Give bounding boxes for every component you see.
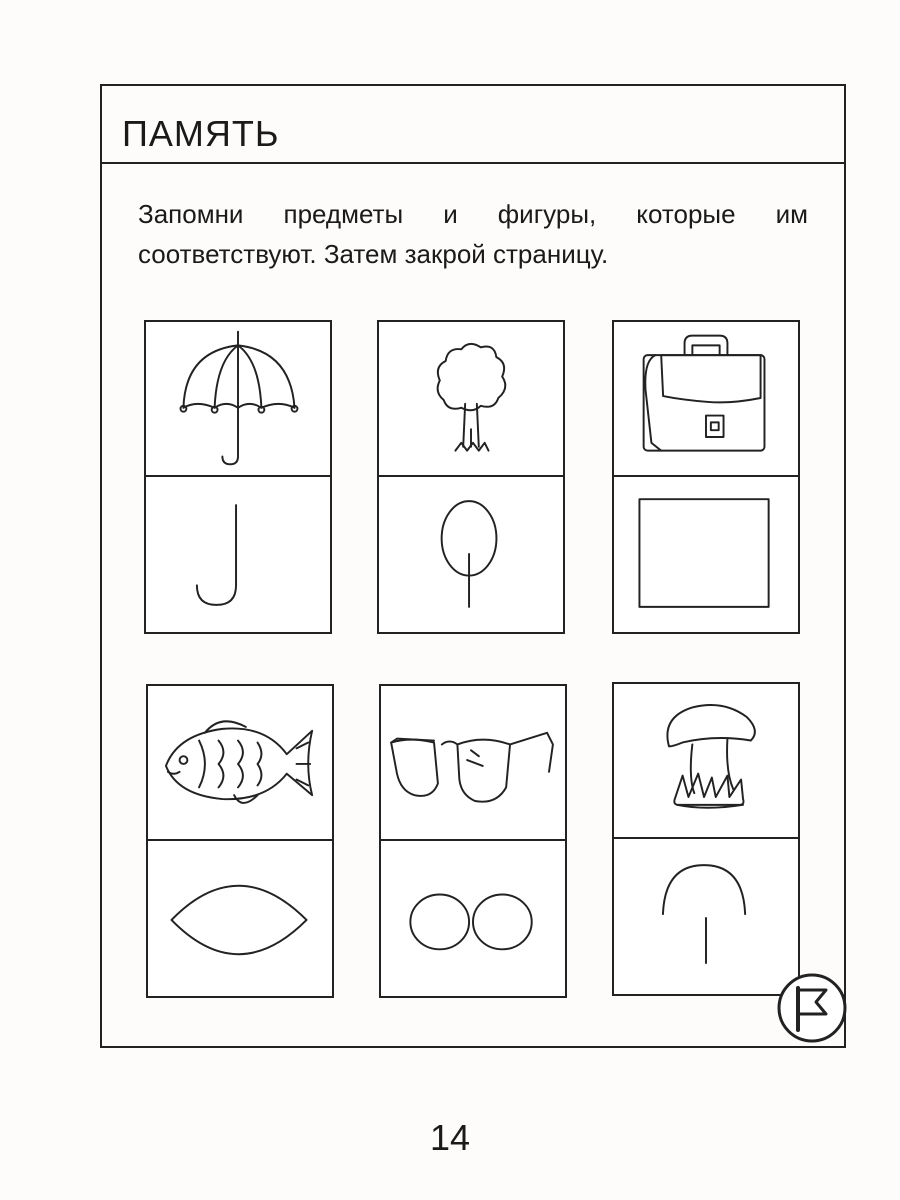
card-glasses	[379, 684, 567, 998]
square-shape	[614, 477, 798, 632]
object-cell	[379, 322, 563, 477]
object-cell	[614, 322, 798, 477]
fish-icon	[148, 686, 332, 839]
card-mushroom	[612, 682, 800, 996]
object-cell	[381, 686, 565, 841]
object-cell	[614, 684, 798, 839]
tree-icon	[379, 322, 563, 475]
object-cell	[148, 686, 332, 841]
mushroom-icon	[614, 684, 798, 837]
two-circles-shape	[381, 841, 565, 996]
shape-cell	[614, 477, 798, 632]
page-title: ПАМЯТЬ	[122, 113, 280, 154]
flag-icon	[776, 972, 848, 1044]
oval-on-stick-shape	[379, 477, 563, 632]
glasses-icon	[381, 686, 565, 839]
card-umbrella	[144, 320, 332, 634]
umbrella-icon	[146, 322, 330, 475]
lens-shape	[148, 841, 332, 996]
bag-icon	[614, 322, 798, 475]
instructions-text: Запомни предметы и фигуры, которые им соответствуют. Затем закрой страницу.	[138, 199, 808, 269]
card-fish	[146, 684, 334, 998]
card-tree	[377, 320, 565, 634]
shape-cell	[614, 839, 798, 994]
shape-cell	[146, 477, 330, 632]
shape-cell	[381, 841, 565, 996]
arch-on-stick-shape	[614, 839, 798, 994]
hook-shape	[146, 477, 330, 632]
shape-cell	[379, 477, 563, 632]
object-cell	[146, 322, 330, 477]
shape-cell	[148, 841, 332, 996]
header	[102, 86, 844, 164]
card-bag	[612, 320, 800, 634]
page-number: 14	[429, 1117, 471, 1158]
